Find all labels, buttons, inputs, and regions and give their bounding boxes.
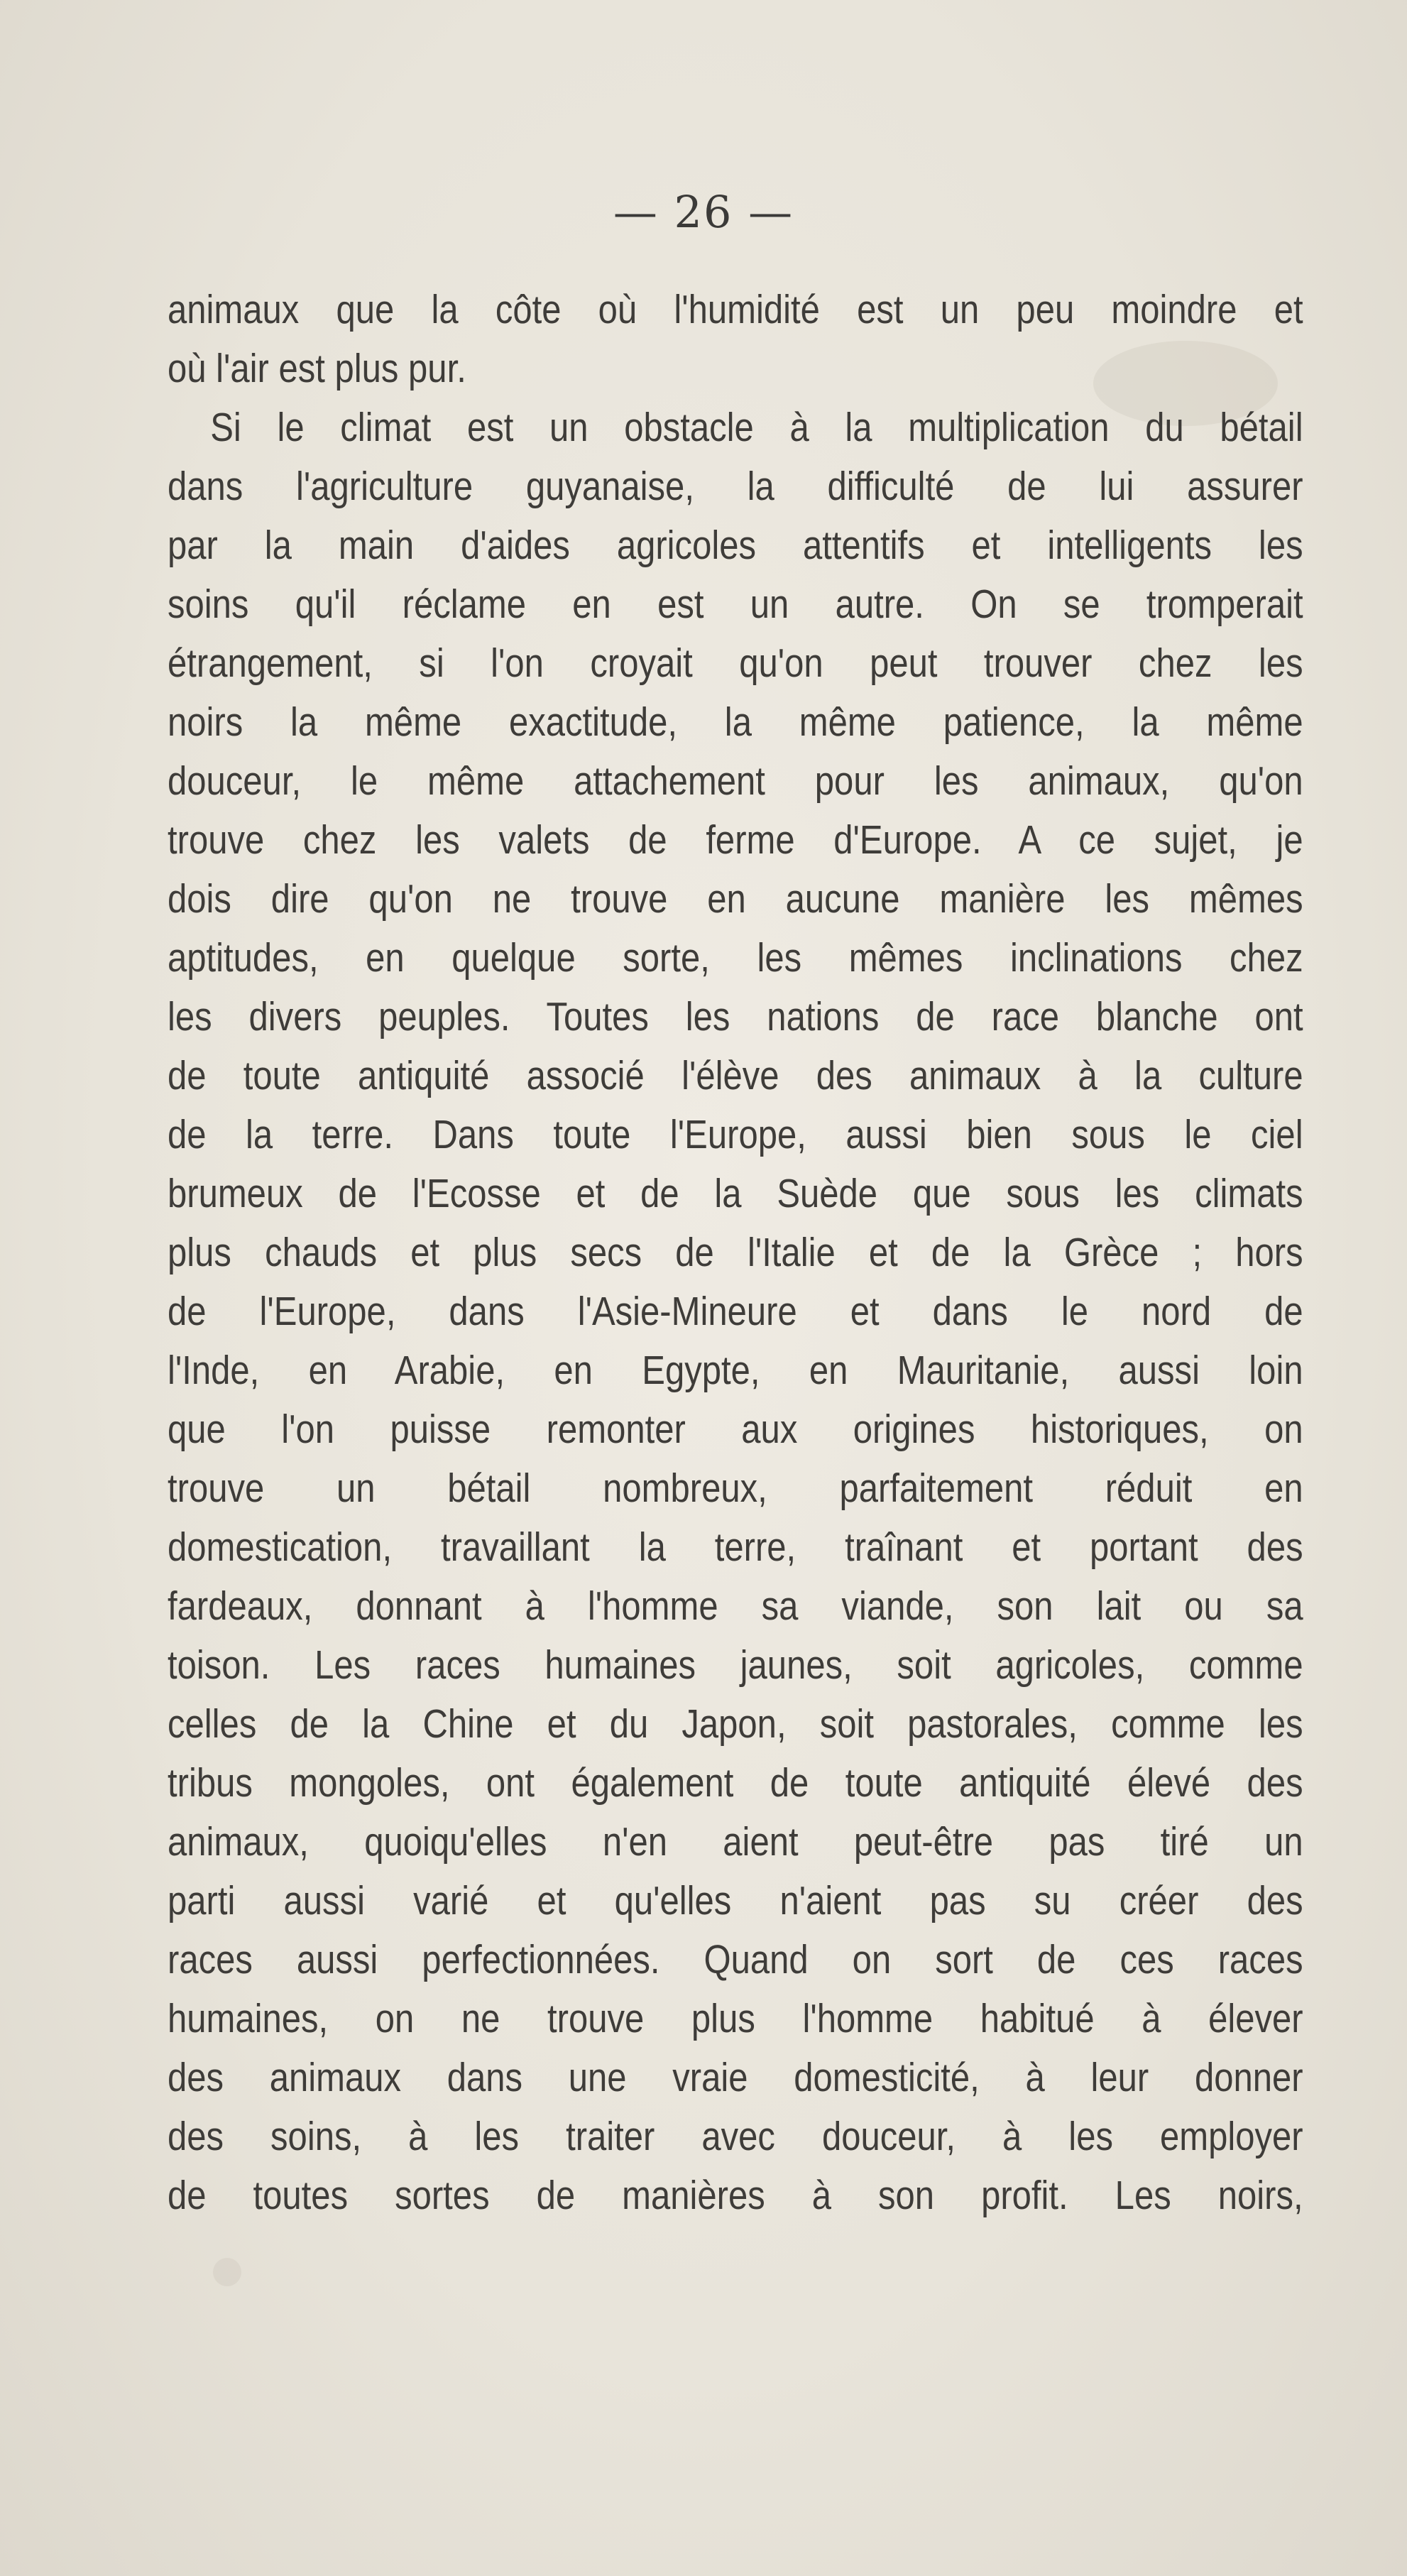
- text-line: races aussi perfectionnées. Quand on sort de ces races: [168, 1937, 1303, 1982]
- text-line: soins qu'il réclame en est un autre. On se tromperait: [168, 582, 1303, 627]
- text-line: les divers peuples. Toutes les nations de race blanche ont: [168, 994, 1303, 1039]
- text-line: que l'on puisse remonter aux origines historiques, on: [168, 1407, 1303, 1452]
- text-line: brumeux de l'Ecosse et de la Suède que sous les climats: [168, 1171, 1303, 1216]
- text-line: des soins, à les traiter avec douceur, à les employer: [168, 2114, 1303, 2159]
- text-line: celles de la Chine et du Japon, soit pastorales, comme les: [168, 1701, 1303, 1747]
- text-line: animaux que la côte où l'humidité est un peu moindre et: [168, 287, 1303, 332]
- text-line: tribus mongoles, ont également de toute antiquité élevé des: [168, 1760, 1303, 1806]
- text-line: de l'Europe, dans l'Asie-Mineure et dans le nord de: [168, 1289, 1303, 1334]
- text-line: animaux, quoiqu'elles n'en aient peut-être pas tiré un: [168, 1819, 1303, 1865]
- text-line: par la main d'aides agricoles attentifs et intelligents les: [168, 523, 1303, 568]
- paper-stain: [213, 2258, 241, 2286]
- text-line: domestication, travaillant la terre, traînant et portant des: [168, 1524, 1303, 1570]
- text-line: trouve un bétail nombreux, parfaitement réduit en: [168, 1466, 1303, 1511]
- text-line: de toutes sortes de manières à son profit. Les noirs,: [168, 2173, 1303, 2218]
- text-line: fardeaux, donnant à l'homme sa viande, son lait ou sa: [168, 1583, 1303, 1629]
- text-line: aptitudes, en quelque sorte, les mêmes inclinations chez: [168, 935, 1303, 981]
- text-line: où l'air est plus pur.: [168, 346, 466, 391]
- text-line: douceur, le même attachement pour les animaux, qu'on: [168, 758, 1303, 804]
- text-line: des animaux dans une vraie domesticité, à leur donner: [168, 2055, 1303, 2100]
- page-number: — 26 —: [613, 186, 794, 238]
- text-line: plus chauds et plus secs de l'Italie et de la Grèce ; hors: [168, 1230, 1303, 1275]
- text-line: de toute antiquité associé l'élève des animaux à la culture: [168, 1053, 1303, 1098]
- text-line: dois dire qu'on ne trouve en aucune manière les mêmes: [168, 876, 1303, 922]
- text-line: parti aussi varié et qu'elles n'aient pas su créer des: [168, 1878, 1303, 1923]
- text-line: humaines, on ne trouve plus l'homme habitué à élever: [168, 1996, 1303, 2041]
- text-line: dans l'agriculture guyanaise, la difficulté de lui assurer: [168, 464, 1303, 509]
- body-text: [168, 280, 1303, 2225]
- text-line: Si le climat est un obstacle à la multiplication du bétail: [210, 405, 1303, 450]
- text-line: noirs la même exactitude, la même patience, la même: [168, 699, 1303, 745]
- text-line: toison. Les races humaines jaunes, soit agricoles, comme: [168, 1642, 1303, 1688]
- text-line: trouve chez les valets de ferme d'Europe. A ce sujet, je: [168, 817, 1303, 863]
- text-line: l'Inde, en Arabie, en Egypte, en Mauritanie, aussi loin: [168, 1348, 1303, 1393]
- text-line: étrangement, si l'on croyait qu'on peut trouver chez les: [168, 640, 1303, 686]
- text-line: de la terre. Dans toute l'Europe, aussi bien sous le ciel: [168, 1112, 1303, 1157]
